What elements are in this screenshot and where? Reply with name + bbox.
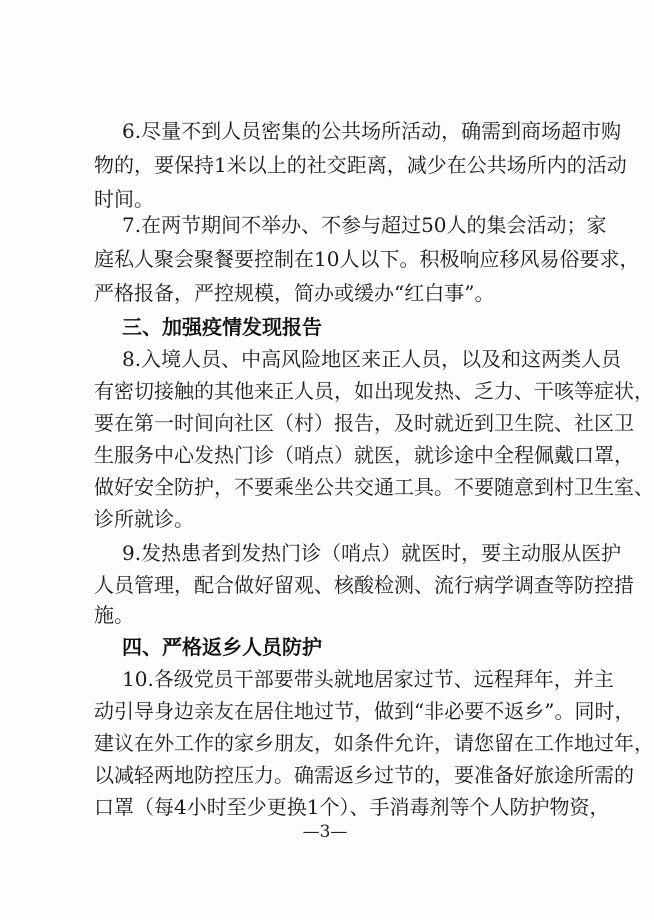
paragraph-9-line-2: 人员管理，配合做好留观、核酸检测、流行病学调查等防控措 (94, 573, 634, 597)
paragraph-6-line-1: 6.尽量不到人员密集的公共场所活动，确需到商场超市购 (122, 119, 622, 143)
paragraph-9-line-3: 施。 (94, 603, 134, 627)
page-number: —3— (302, 822, 348, 842)
paragraph-6-line-3: 时间。 (94, 187, 154, 211)
paragraph-8-line-5: 做好安全防护，不要乘坐公共交通工具。不要随意到村卫生室、 (94, 475, 654, 499)
paragraph-10-line-3: 建议在外工作的家乡朋友，如条件允许，请您留在工作地过年， (94, 731, 654, 755)
paragraph-6-line-2: 物的，要保持1米以上的社交距离，减少在公共场所内的活动 (94, 153, 627, 177)
paragraph-10-line-2: 动引导身边亲友在居住地过节，做到“非必要不返乡”。同时， (94, 699, 635, 723)
paragraph-8-line-3: 要在第一时间向社区（村）报告，及时就近到卫生院、社区卫 (94, 411, 634, 435)
paragraph-10-line-5: 口罩（每4小时至少更换1个）、手消毒剂等个人防护物资， (94, 795, 610, 819)
paragraph-8-line-6: 诊所就诊。 (94, 507, 194, 531)
section-heading-4: 四、严格返乡人员防护 (122, 635, 322, 659)
paragraph-7-line-3: 严格报备，严控规模，简办或缓办“红白事”。 (94, 281, 495, 305)
paragraph-8-line-2: 有密切接触的其他来正人员，如出现发热、乏力、干咳等症状， (94, 379, 654, 403)
paragraph-9-line-1: 9.发热患者到发热门诊（哨点）就医时，要主动服从医护 (122, 541, 622, 565)
paragraph-7-line-1: 7.在两节期间不举办、不参与超过50人的集会活动；家 (122, 213, 607, 237)
paragraph-7-line-2: 庭私人聚会聚餐要控制在10人以下。积极响应移风易俗要求， (94, 247, 640, 271)
section-heading-3: 三、加强疫情发现报告 (122, 315, 322, 339)
paragraph-8-line-4: 生服务中心发热门诊（哨点）就医，就诊途中全程佩戴口罩， (94, 443, 634, 467)
paragraph-10-line-1: 10.各级党员干部要带头就地居家过节、远程拜年，并主 (122, 667, 614, 691)
paragraph-8-line-1: 8.入境人员、中高风险地区来正人员，以及和这两类人员 (122, 347, 622, 371)
paragraph-10-line-4: 以减轻两地防控压力。确需返乡过节的，要准备好旅途所需的 (94, 763, 634, 787)
